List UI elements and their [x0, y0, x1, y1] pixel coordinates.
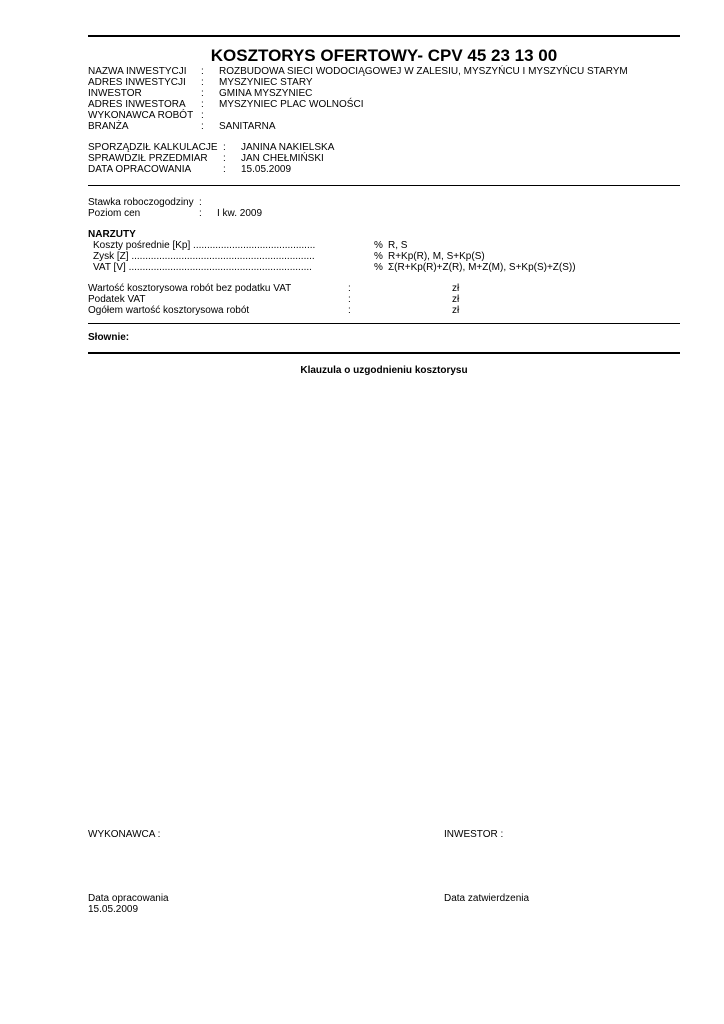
- totals-label: Wartość kosztorysowa robót bez podatku VAT: [88, 283, 292, 294]
- clause-heading: Klauzula o uzgodnieniu kosztorysu: [300, 365, 468, 376]
- header-sep: :: [201, 121, 204, 132]
- header-sep: :: [201, 110, 204, 121]
- section-rule: [88, 323, 680, 324]
- slownie-label: Słownie:: [88, 332, 130, 343]
- rate-sep: :: [199, 197, 202, 208]
- totals-unit: zł: [452, 294, 460, 305]
- prepared-label: DATA OPRACOWANIA: [88, 164, 192, 175]
- rate-sep: :: [199, 208, 202, 219]
- header-sep: :: [201, 66, 204, 77]
- totals-label: Ogółem wartość kosztorysowa robót: [88, 305, 250, 316]
- header-sep: :: [201, 88, 204, 99]
- rate-label: Stawka roboczogodziny: [88, 197, 194, 208]
- totals-sep: :: [348, 283, 351, 294]
- header-sep: :: [201, 99, 204, 110]
- narzuty-heading: NARZUTY: [88, 229, 136, 240]
- prepared-label: SPORZĄDZIŁ KALKULACJE: [88, 142, 218, 153]
- narzuty-basis: Σ(R+Kp(R)+Z(R), M+Z(M), S+Kp(S)+Z(S)): [388, 262, 576, 273]
- rate-value: I kw. 2009: [217, 208, 263, 219]
- section-rule: [88, 185, 680, 186]
- document-title: KOSZTORYS OFERTOWY- CPV 45 23 13 00: [210, 46, 558, 65]
- prepared-value: JAN CHEŁMIŃSKI: [241, 153, 324, 164]
- totals-sep: :: [348, 305, 351, 316]
- header-value: ROZBUDOWA SIECI WODOCIĄGOWEJ W ZALESIU, MYSZYŃCU I MYSZYŃCU STARYM: [219, 66, 628, 77]
- narzuty-basis: R, S: [388, 240, 408, 251]
- totals-unit: zł: [452, 283, 460, 294]
- prepared-value: JANINA NAKIELSKA: [241, 142, 335, 153]
- contractor-label: WYKONAWCA :: [88, 829, 161, 840]
- narzuty-label: Zysk [Z] ..................................................................: [93, 251, 315, 262]
- header-value: MYSZYNIEC STARY: [219, 77, 313, 88]
- narzuty-label: VAT [V] ..................................................................: [93, 262, 312, 273]
- approval-date-label: Data zatwierdzenia: [444, 893, 530, 904]
- header-label: INWESTOR: [88, 88, 142, 99]
- header-sep: :: [201, 77, 204, 88]
- header-label: WYKONAWCA ROBÓT: [88, 110, 194, 121]
- header-label: ADRES INWESTYCJI: [88, 77, 186, 88]
- header-value: MYSZYNIEC PLAC WOLNOŚCI: [219, 99, 364, 110]
- header-label: NAZWA INWESTYCJI: [88, 66, 187, 77]
- narzuty-unit: %: [374, 251, 383, 262]
- rate-label: Poziom cen: [88, 208, 141, 219]
- totals-label: Podatek VAT: [88, 294, 146, 305]
- narzuty-unit: %: [374, 262, 383, 273]
- top-rule: [88, 35, 680, 37]
- totals-unit: zł: [452, 305, 460, 316]
- prepared-sep: :: [223, 153, 226, 164]
- header-label: ADRES INWESTORA: [88, 99, 186, 110]
- prep-date-label: Data opracowania: [88, 893, 169, 904]
- prep-date-value: 15.05.2009: [88, 904, 139, 915]
- prepared-sep: :: [223, 142, 226, 153]
- prepared-label: SPRAWDZIŁ PRZEDMIAR: [88, 153, 208, 164]
- totals-sep: :: [348, 294, 351, 305]
- section-rule: [88, 352, 680, 354]
- prepared-value: 15.05.2009: [241, 164, 292, 175]
- prepared-sep: :: [223, 164, 226, 175]
- header-value: GMINA MYSZYNIEC: [219, 88, 313, 99]
- header-value: SANITARNA: [219, 121, 276, 132]
- narzuty-unit: %: [374, 240, 383, 251]
- narzuty-basis: R+Kp(R), M, S+Kp(S): [388, 251, 485, 262]
- narzuty-label: Koszty pośrednie [Kp] ............................................: [93, 240, 316, 251]
- investor-label: INWESTOR :: [444, 829, 504, 840]
- header-label: BRANŻA: [88, 121, 129, 132]
